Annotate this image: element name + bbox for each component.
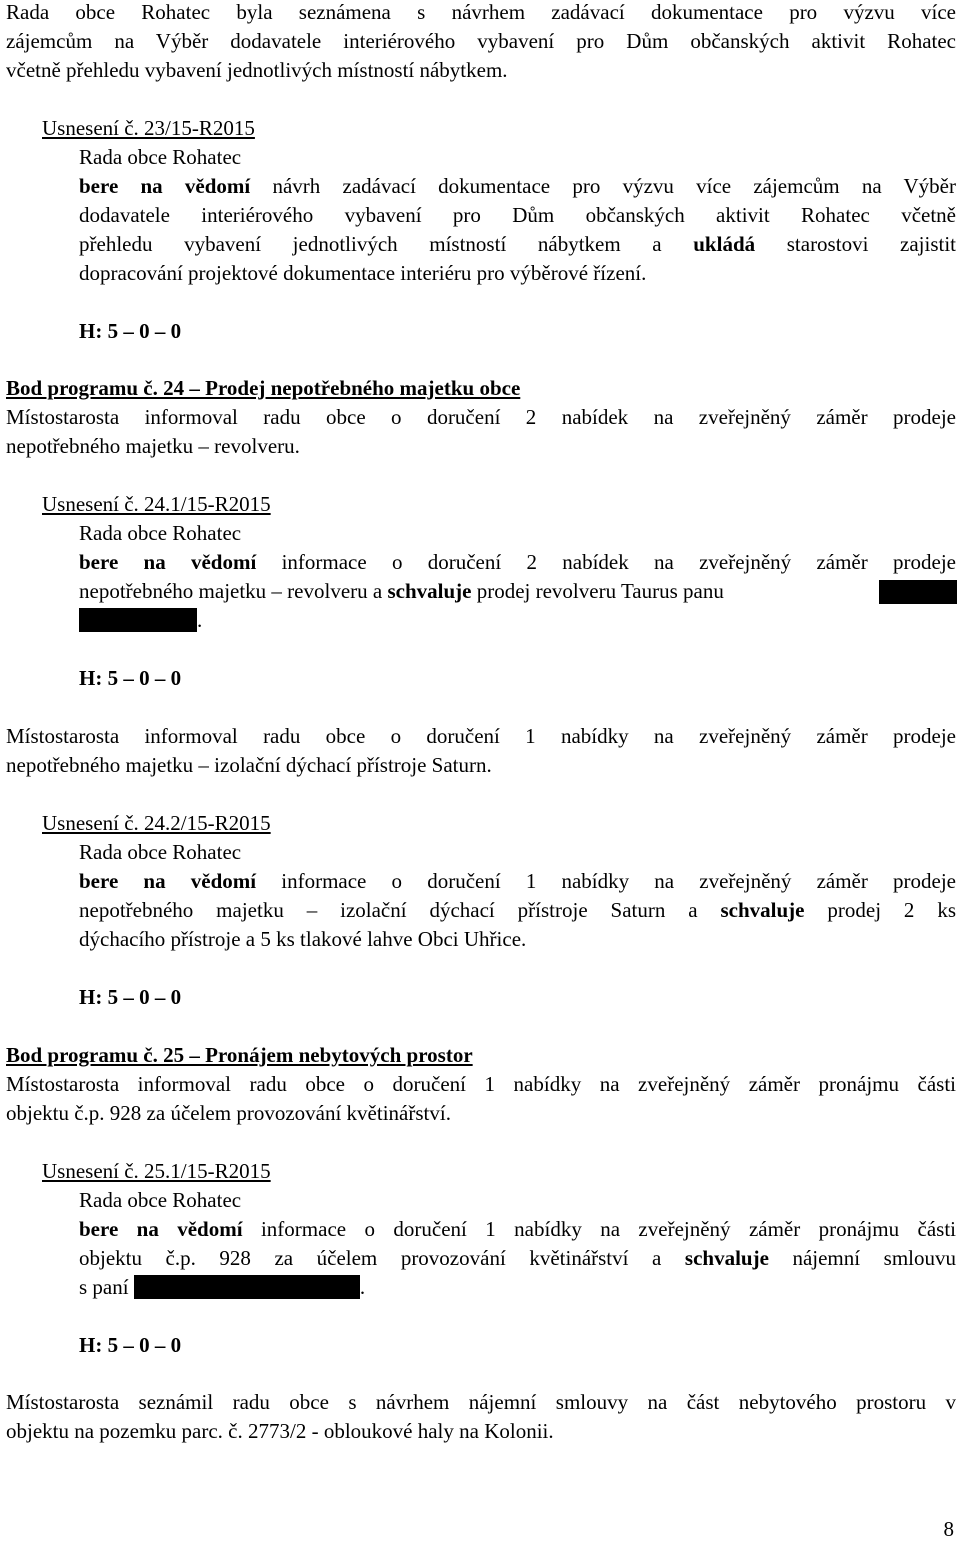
section-paragraph: Místostarosta informoval radu obce o doručení 1 nabídky na zveřejněný záměr pronájmu části objektu č.p. 928 za účelem provozování květinářství. — [6, 1072, 956, 1125]
resolution-body: Rada obce Rohatec bere na vědomí informace o doručení 1 nabídky na zveřejněný záměr prodeje nepotřebného majetku – izolační dýchací přístroje Saturn a schvaluje prodej 2 ks dýchacího přístroje a 5 ks tlakové lahve Obci Uhřice. — [79, 840, 956, 951]
section-paragraph: Místostarosta informoval radu obce o doručení 1 nabídky na zveřejněný záměr prodeje nepotřebného majetku – izolační dýchací přístroje Saturn. — [6, 724, 956, 777]
section-paragraph: Místostarosta seznámil radu obce s návrhem nájemní smlouvy na část nebytového prostoru v objektu na pozemku parc. č. 2773/2 - obloukové haly na Kolonii. — [6, 1390, 956, 1443]
redaction-box — [134, 1275, 360, 1299]
intro-line: zájemcům na Výběr dodavatele interiérového vybavení pro Dům občanských aktivit Rohatec — [6, 29, 956, 53]
page-number: 8 — [943, 1517, 954, 1541]
resolution-heading: Usnesení č. 24.1/15-R2015 — [42, 492, 271, 516]
intro-line: Rada obce Rohatec byla seznámena s návrhem zadávací dokumentace pro výzvu více — [6, 0, 956, 24]
vote-result: H: 5 – 0 – 0 — [79, 666, 182, 690]
redaction-box — [79, 608, 197, 632]
intro-line: včetně přehledu vybavení jednotlivých místností nábytkem. — [6, 58, 508, 82]
resolution-body: Rada obce Rohatec bere na vědomí informace o doručení 1 nabídky na zveřejněný záměr pronájmu části objektu č.p. 928 za účelem provozování květinářství a schvaluje nájemní smlouvu s paní . — [79, 1188, 956, 1299]
resolution-heading: Usnesení č. 24.2/15-R2015 — [42, 811, 271, 835]
vote-result: H: 5 – 0 – 0 — [79, 319, 182, 343]
section-paragraph: Místostarosta informoval radu obce o doručení 2 nabídek na zveřejněný záměr prodeje nepotřebného majetku – revolveru. — [6, 405, 956, 458]
section-heading: Bod programu č. 24 – Prodej nepotřebného majetku obce — [6, 376, 521, 400]
vote-result: H: 5 – 0 – 0 — [79, 1333, 182, 1357]
resolution-body: Rada obce Rohatec bere na vědomí návrh zadávací dokumentace pro výzvu více zájemcům na Výběr dodavatele interiérového vybavení pro Dům občanských aktivit Rohatec včetně přehledu vybavení jednotlivých místností nábytkem a ukládá starostovi zajistit dopracování projektové dokumentace interiéru pro výběrové řízení. — [79, 145, 956, 285]
redaction-box — [879, 580, 957, 604]
resolution-heading: Usnesení č. 23/15-R2015 — [42, 116, 255, 140]
resolution-heading: Usnesení č. 25.1/15-R2015 — [42, 1159, 271, 1183]
resolution-body: Rada obce Rohatec bere na vědomí informace o doručení 2 nabídek na zveřejněný záměr prodeje nepotřebného majetku – revolveru a schvaluje prodej revolveru Taurus panu . — [79, 521, 956, 632]
section-heading: Bod programu č. 25 – Pronájem nebytových prostor — [6, 1043, 473, 1067]
vote-result: H: 5 – 0 – 0 — [79, 985, 182, 1009]
intro-paragraph — [6, 0, 956, 85]
